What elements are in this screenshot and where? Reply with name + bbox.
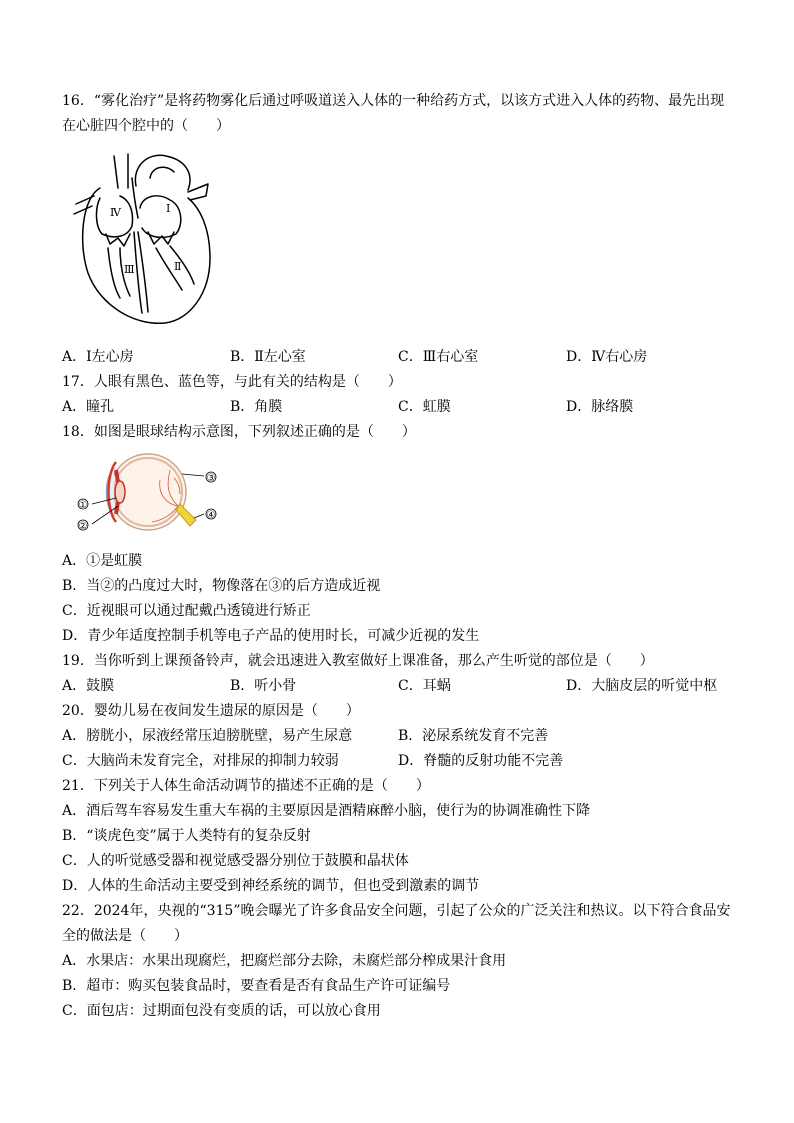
q21-option-c[interactable]: C．人的听觉感受器和视觉感受器分别位于鼓膜和晶状体 — [62, 853, 409, 869]
q22-option-b[interactable]: B．超市：购买包装食品时，要查看是否有食品生产许可证编号 — [62, 978, 451, 994]
q19-option-d[interactable]: D．大脑皮层的听觉中枢 — [566, 678, 718, 694]
q19-option-b[interactable]: B．听小骨 — [230, 678, 297, 694]
q22-option-a[interactable]: A．水果店：水果出现腐烂，把腐烂部分去除，未腐烂部分榨成果汁食用 — [62, 953, 507, 969]
q21-option-d[interactable]: D．人体的生命活动主要受到神经系统的调节，但也受到激素的调节 — [62, 878, 480, 894]
q20-option-c[interactable]: C．大脑尚未发育完全，对排尿的抑制力较弱 — [62, 753, 339, 769]
eye-label-4: ④ — [206, 510, 216, 521]
q16-option-a[interactable]: A．Ⅰ左心房 — [62, 349, 134, 365]
q21-stem: 21．下列关于人体生命活动调节的描述不正确的是（ ） — [62, 778, 430, 794]
q20-stem: 20．婴幼儿易在夜间发生遗尿的原因是（ ） — [62, 703, 360, 719]
q18-option-b[interactable]: B．当②的凸度过大时，物像落在③的后方造成近视 — [62, 578, 381, 594]
q17-option-d[interactable]: D．脉络膜 — [566, 399, 634, 415]
q16-option-d[interactable]: D．Ⅳ右心房 — [566, 349, 648, 365]
q22-stem-line2: 全的做法是（ ） — [62, 928, 188, 944]
q21-option-a[interactable]: A．酒后驾车容易发生重大车祸的主要原因是酒精麻醉小脑，使行为的协调准确性下降 — [62, 803, 591, 819]
heart-diagram — [70, 148, 220, 328]
eye-label-2: ② — [78, 521, 88, 532]
heart-label-ii: Ⅱ — [174, 260, 182, 273]
heart-label-iv: Ⅳ — [110, 206, 121, 219]
heart-label-iii: Ⅲ — [124, 263, 135, 276]
q19-option-a[interactable]: A．鼓膜 — [62, 678, 115, 694]
q22-option-c[interactable]: C．面包店：过期面包没有变质的话，可以放心食用 — [62, 1003, 381, 1019]
q21-option-b[interactable]: B．“谈虎色变”属于人类特有的复杂反射 — [62, 828, 311, 844]
q17-option-b[interactable]: B．角膜 — [230, 399, 283, 415]
q18-stem: 18．如图是眼球结构示意图，下列叙述正确的是（ ） — [62, 424, 416, 440]
heart-label-i: Ⅰ — [166, 202, 171, 215]
q16-option-c[interactable]: C．Ⅲ右心室 — [398, 349, 479, 365]
q16-stem-line1: 16．“雾化治疗”是将药物雾化后通过呼吸道送入人体的一种给药方式，以该方式进入人体的药物、最先出现 — [62, 93, 725, 109]
q17-option-c[interactable]: C．虹膜 — [398, 399, 451, 415]
q20-option-d[interactable]: D．脊髓的反射功能不完善 — [398, 753, 564, 769]
eye-label-1: ① — [78, 500, 88, 511]
q20-option-b[interactable]: B．泌尿系统发育不完善 — [398, 728, 549, 744]
q17-stem: 17．人眼有黑色、蓝色等，与此有关的结构是（ ） — [62, 374, 402, 390]
q19-option-c[interactable]: C．耳蜗 — [398, 678, 451, 694]
eyeball-diagram — [70, 448, 220, 536]
eye-label-3: ③ — [206, 473, 216, 484]
q20-option-a[interactable]: A．膀胱小，尿液经常压迫膀胱壁，易产生尿意 — [62, 728, 353, 744]
q17-option-a[interactable]: A．瞳孔 — [62, 399, 115, 415]
q18-option-a[interactable]: A．①是虹膜 — [62, 553, 143, 569]
q18-option-c[interactable]: C．近视眼可以通过配戴凸透镜进行矫正 — [62, 603, 311, 619]
q22-stem-line1: 22．2024年，央视的“315”晚会曝光了许多食品安全问题，引起了公众的广泛关注和热议。以下符合食品安 — [62, 903, 731, 919]
q18-option-d[interactable]: D．青少年适度控制手机等电子产品的使用时长，可减少近视的发生 — [62, 628, 480, 644]
q19-stem: 19．当你听到上课预备铃声，就会迅速进入教室做好上课准备，那么产生听觉的部位是（ ） — [62, 653, 654, 669]
q16-stem-line2: 在心脏四个腔中的（ ） — [62, 118, 230, 134]
q16-option-b[interactable]: B．Ⅱ左心室 — [230, 349, 306, 365]
